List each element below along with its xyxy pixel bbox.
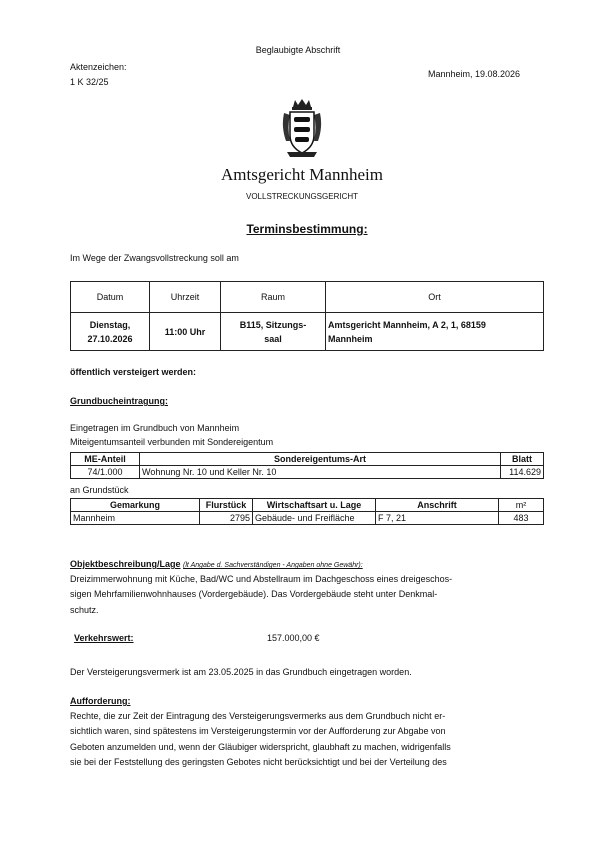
land-register-line-2: Miteigentumsanteil verbunden mit Sondereigentum xyxy=(70,437,274,447)
share-table xyxy=(70,452,544,479)
schedule-table xyxy=(70,281,544,351)
room-line-1: B115, Sitzungs- xyxy=(239,319,307,330)
request-heading: Aufforderung: xyxy=(70,696,131,706)
cell-room xyxy=(221,313,326,351)
cell-district: Mannheim xyxy=(71,512,200,525)
place-line-1: Amtsgericht Mannheim, A 2, 1, 68159 xyxy=(328,319,486,330)
object-line-2: sigen Mehrfamilienwohnhauses (Vordergebäude). Das Vordergebäude steht unter Denkmal- xyxy=(70,589,438,600)
document-title: Terminsbestimmung: xyxy=(246,222,368,236)
header-sheet: Blatt xyxy=(501,453,544,466)
cell-sheet: 114.629 xyxy=(501,466,544,479)
object-heading-line xyxy=(70,559,363,569)
object-heading: Objektbeschreibung/Lage xyxy=(70,559,181,569)
header-share: ME-Anteil xyxy=(71,453,140,466)
cell-place xyxy=(326,313,544,351)
object-line-3: schutz. xyxy=(70,604,99,615)
court-name: Amtsgericht Mannheim xyxy=(221,165,383,184)
court-department: VOLLSTRECKUNGSGERICHT xyxy=(245,192,359,201)
date-weekday: Dienstag, xyxy=(89,319,131,330)
header-time: Uhrzeit xyxy=(150,282,221,313)
request-line-4: sie bei der Feststellung des geringsten Gebotes nicht berücksichtigt und bei der Verteilung des xyxy=(70,756,447,767)
header-area: m² xyxy=(499,499,544,512)
request-line-2: sichtlich waren, sind spätestens im Versteigerungstermin vor der Aufforderung zur Abgabe von xyxy=(70,726,446,737)
request-text xyxy=(70,709,550,770)
header-room: Raum xyxy=(221,282,326,313)
header-parcel: Flurstück xyxy=(200,499,253,512)
cell-date xyxy=(71,313,150,351)
coat-of-arms-logo xyxy=(281,97,323,159)
file-number: 1 K 32/25 xyxy=(70,77,109,87)
plot-label: an Grundstück xyxy=(70,485,129,495)
cell-property-type: Wohnung Nr. 10 und Keller Nr. 10 xyxy=(140,466,501,479)
market-value-label: Verkehrswert: xyxy=(74,633,134,643)
room-line-2: saal xyxy=(264,333,282,344)
cell-use: Gebäude- und Freifläche xyxy=(253,512,376,525)
place-line-2: Mannheim xyxy=(328,333,373,344)
header-place: Ort xyxy=(326,282,544,313)
object-description xyxy=(70,572,550,618)
cell-address: F 7, 21 xyxy=(376,512,499,525)
cell-area: 483 xyxy=(499,512,544,525)
request-line-3: Geboten anzumelden und, wenn der Gläubiger widerspricht, glaubhaft zu machen, widrigenfalls xyxy=(70,741,451,752)
object-line-1: Dreizimmerwohnung mit Küche, Bad/WC und Abstellraum im Dachgeschoss eines dreigeschos- xyxy=(70,574,453,584)
cell-share: 74/1.000 xyxy=(71,466,140,479)
certified-copy-label: Beglaubigte Abschrift xyxy=(255,45,341,55)
cell-time: 11:00 Uhr xyxy=(150,313,221,351)
cell-parcel: 2795 xyxy=(200,512,253,525)
header-use: Wirtschaftsart u. Lage xyxy=(253,499,376,512)
header-date: Datum xyxy=(71,282,150,313)
header-property-type: Sondereigentums-Art xyxy=(140,453,501,466)
plot-table xyxy=(70,498,544,525)
intro-text: Im Wege der Zwangsvollstreckung soll am xyxy=(70,253,239,263)
file-number-label: Aktenzeichen: xyxy=(70,62,127,72)
object-note: (lt Angabe d. Sachverständigen - Angaben ohne Gewähr): xyxy=(183,562,363,569)
place-date: Mannheim, 19.08.2026 xyxy=(428,69,521,79)
registration-note: Der Versteigerungsvermerk ist am 23.05.2025 in das Grundbuch eingetragen worden. xyxy=(70,667,412,677)
land-register-line-1: Eingetragen im Grundbuch von Mannheim xyxy=(70,423,240,433)
market-value-amount: 157.000,00 € xyxy=(267,633,320,643)
date-value: 27.10.2026 xyxy=(87,333,133,344)
auction-text: öffentlich versteigert werden: xyxy=(70,367,197,377)
table-row xyxy=(71,512,544,525)
header-district: Gemarkung xyxy=(71,499,200,512)
land-register-heading: Grundbucheintragung: xyxy=(70,396,168,406)
request-line-1: Rechte, die zur Zeit der Eintragung des Versteigerungsvermerks aus dem Grundbuch nicht er- xyxy=(70,711,446,721)
table-row xyxy=(71,466,544,479)
header-address: Anschrift xyxy=(376,499,499,512)
